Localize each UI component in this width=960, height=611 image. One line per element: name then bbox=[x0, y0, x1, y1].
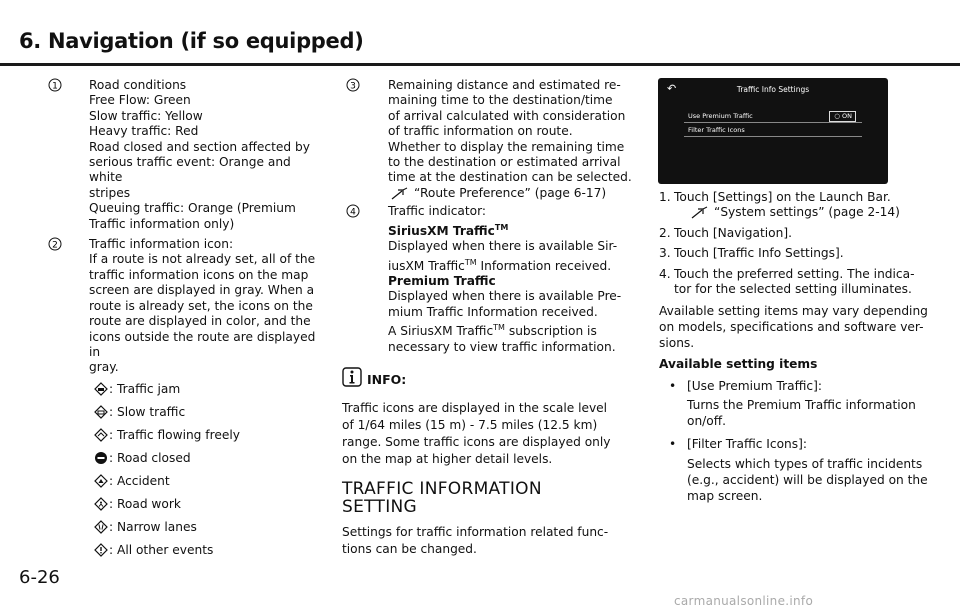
callout-2-icon bbox=[48, 237, 62, 251]
bullet-use-premium-traffic bbox=[659, 379, 944, 394]
road-closed-icon bbox=[94, 451, 108, 465]
item-line: necessary to view traffic information. bbox=[388, 339, 616, 354]
text-part: Information received. bbox=[476, 258, 612, 273]
item-line: Whether to display the remaining time bbox=[388, 139, 625, 154]
screen-title: Traffic Info Settings bbox=[736, 85, 810, 94]
text-line: range. Some traffic icons are displayed only bbox=[342, 434, 611, 449]
info-note bbox=[342, 367, 632, 391]
item-line: Remaining distance and estimated re- bbox=[388, 78, 621, 92]
item-line: gray. bbox=[89, 360, 119, 375]
list-item bbox=[94, 424, 328, 447]
reference-arrow-icon bbox=[690, 206, 710, 220]
item-line: icons outside the route are displayed in bbox=[89, 329, 316, 359]
bullet-description bbox=[659, 456, 944, 504]
section-heading bbox=[342, 480, 632, 516]
icon-label: : Road work bbox=[109, 496, 181, 511]
step-text: Touch [Settings] on the Launch Bar. bbox=[674, 190, 891, 204]
item-line: Road conditions bbox=[89, 78, 187, 92]
icon-label: : Slow traffic bbox=[109, 404, 186, 419]
item-line: Heavy traffic: Red bbox=[89, 124, 199, 139]
reference-text[interactable]: “System settings” (page 2-14) bbox=[714, 205, 900, 220]
service-name: SiriusXM Traffic bbox=[388, 223, 495, 238]
item-traffic-indicator bbox=[342, 204, 632, 355]
text-line: of 1/64 miles (15 m) - 7.5 miles (12.5 km) bbox=[342, 417, 598, 432]
text-line: (e.g., accident) will be displayed on the bbox=[687, 472, 928, 487]
text-line: sions. bbox=[659, 336, 695, 351]
bullet-title: [Filter Traffic Icons]: bbox=[687, 437, 807, 452]
bullet-icon: • bbox=[669, 378, 677, 393]
item-line: of arrival calculated with consideration bbox=[388, 108, 626, 123]
list-item bbox=[94, 378, 328, 401]
info-label: INFO: bbox=[367, 371, 407, 387]
item-line bbox=[388, 320, 632, 339]
header-rule bbox=[0, 63, 960, 66]
cross-reference[interactable] bbox=[674, 205, 944, 220]
info-paragraph bbox=[342, 400, 632, 468]
step-3 bbox=[659, 246, 944, 261]
right-column bbox=[659, 190, 944, 504]
item-remaining-distance bbox=[342, 78, 632, 201]
item-line: Traffic information only) bbox=[89, 216, 235, 231]
text-line: Selects which types of traffic incidents bbox=[687, 456, 923, 471]
watermark: carmanualsonline.info bbox=[674, 594, 814, 608]
item-line: traffic information icons on the map bbox=[89, 267, 309, 282]
item-traffic-icon bbox=[0, 237, 328, 562]
cross-reference[interactable] bbox=[388, 186, 632, 201]
row-label: Use Premium Traffic bbox=[688, 112, 753, 120]
heading-line: TRAFFIC INFORMATION bbox=[342, 478, 542, 499]
traffic-flowing-icon bbox=[94, 428, 108, 442]
list-item bbox=[94, 493, 328, 516]
reference-text[interactable]: “Route Preference” (page 6-17) bbox=[414, 185, 607, 200]
text-part: iusXM Traffic bbox=[388, 258, 465, 273]
list-item bbox=[94, 447, 328, 470]
icon-label: : Narrow lanes bbox=[109, 519, 197, 534]
use-premium-traffic-row bbox=[684, 109, 862, 123]
item-line: route is already set, the icons on the bbox=[89, 298, 313, 313]
item-line: If a route is not already set, all of the bbox=[89, 252, 316, 267]
item-line: to the destination or estimated arrival bbox=[388, 155, 621, 170]
svg-text:3: 3 bbox=[350, 81, 356, 92]
item-line: Premium Traffic bbox=[388, 274, 496, 288]
list-item bbox=[94, 516, 328, 539]
bullet-icon: • bbox=[669, 437, 677, 452]
item-line: Displayed when there is available Sir- bbox=[388, 239, 618, 254]
filter-traffic-icons-row bbox=[684, 123, 862, 137]
item-line: serious traffic event: Orange and white bbox=[89, 155, 291, 185]
text-line: on/off. bbox=[687, 414, 727, 429]
other-events-icon bbox=[94, 543, 108, 557]
trademark: TM bbox=[493, 323, 505, 333]
svg-text:4: 4 bbox=[350, 207, 356, 218]
item-line: stripes bbox=[89, 185, 131, 200]
icon-label: : Accident bbox=[109, 473, 170, 488]
list-item bbox=[94, 401, 328, 424]
text-line: on the map at higher detail levels. bbox=[342, 451, 553, 466]
step-4 bbox=[659, 267, 944, 298]
item-line: Traffic indicator: bbox=[388, 204, 487, 219]
item-line: Free Flow: Green bbox=[89, 93, 191, 108]
trademark: TM bbox=[494, 222, 509, 232]
intro-paragraph bbox=[342, 524, 632, 558]
item-line: mium Traffic Information received. bbox=[388, 304, 598, 319]
item-line: maining time to the destination/time bbox=[388, 93, 613, 108]
list-item bbox=[94, 470, 328, 493]
back-arrow-icon: ↶ bbox=[667, 82, 677, 95]
middle-column bbox=[342, 78, 632, 558]
text-line: Traffic icons are displayed in the scale level bbox=[342, 400, 608, 415]
text-line: Settings for traffic information related func- bbox=[342, 524, 609, 539]
text-line: Available setting items may vary depending bbox=[659, 304, 928, 319]
icon-label: : Road closed bbox=[109, 450, 191, 465]
step-number: 3. bbox=[659, 246, 671, 261]
item-line bbox=[388, 255, 632, 274]
item-line: Slow traffic: Yellow bbox=[89, 108, 203, 123]
item-line: screen are displayed in gray. When a bbox=[89, 283, 315, 298]
available-items-heading: Available setting items bbox=[659, 357, 818, 372]
accident-icon bbox=[94, 474, 108, 488]
trademark: TM bbox=[464, 257, 477, 267]
page-title: 6. Navigation (if so equipped) bbox=[19, 29, 364, 53]
callout-1-icon bbox=[48, 78, 62, 92]
callout-3-icon bbox=[346, 78, 360, 92]
step-2 bbox=[659, 226, 944, 241]
icon-label: : All other events bbox=[109, 542, 214, 557]
svg-text:2: 2 bbox=[52, 240, 58, 251]
availability-paragraph bbox=[659, 303, 944, 351]
step-number: 2. bbox=[659, 225, 671, 240]
icon-label: : Traffic jam bbox=[109, 381, 181, 396]
page-number: 6-26 bbox=[19, 567, 60, 588]
item-line: route are displayed in color, and the bbox=[89, 314, 311, 329]
page-header bbox=[0, 0, 960, 66]
item-line: time at the destination can be selected. bbox=[388, 170, 632, 185]
text-line: map screen. bbox=[687, 488, 763, 503]
heading-line: SETTING bbox=[342, 496, 418, 517]
text-part: subscription is bbox=[504, 324, 597, 339]
slow-traffic-icon bbox=[94, 405, 108, 419]
bullet-filter-traffic-icons bbox=[659, 437, 944, 452]
reference-arrow-icon bbox=[390, 187, 410, 201]
list-item bbox=[94, 539, 328, 562]
item-line: Displayed when there is available Pre- bbox=[388, 289, 622, 304]
step-1 bbox=[659, 190, 944, 221]
item-line bbox=[388, 220, 632, 239]
info-icon bbox=[342, 367, 362, 391]
left-column bbox=[43, 78, 328, 562]
step-text: Touch the preferred setting. The indica- bbox=[674, 266, 915, 281]
svg-text:1: 1 bbox=[52, 81, 58, 92]
traffic-icon-list bbox=[89, 378, 328, 562]
item-line: Road closed and section affected by bbox=[89, 139, 310, 154]
row-label: Filter Traffic Icons bbox=[688, 126, 745, 134]
traffic-jam-icon bbox=[94, 382, 108, 396]
text-line: Turns the Premium Traffic information bbox=[687, 398, 916, 413]
step-number: 1. bbox=[659, 190, 671, 204]
step-text: Touch [Traffic Info Settings]. bbox=[674, 246, 844, 261]
settings-screen-image bbox=[658, 78, 888, 184]
icon-label: : Traffic flowing freely bbox=[109, 427, 240, 442]
item-line: of traffic information on route. bbox=[388, 124, 573, 139]
callout-4-icon bbox=[346, 204, 360, 218]
indicator-dot-icon: ○ bbox=[834, 112, 840, 120]
step-text: tor for the selected setting illuminates. bbox=[674, 282, 912, 297]
item-road-conditions bbox=[0, 78, 328, 232]
bullet-description bbox=[659, 397, 944, 429]
bullet-title: [Use Premium Traffic]: bbox=[687, 378, 822, 393]
text-line: tions can be changed. bbox=[342, 541, 477, 556]
road-work-icon bbox=[94, 497, 108, 511]
text-part: A SiriusXM Traffic bbox=[388, 324, 494, 339]
item-line: Traffic information icon: bbox=[89, 237, 234, 252]
step-text: Touch [Navigation]. bbox=[674, 225, 792, 240]
indicator-value: ON bbox=[842, 112, 852, 120]
item-line: Queuing traffic: Orange (Premium bbox=[89, 201, 296, 216]
narrow-lanes-icon bbox=[94, 520, 108, 534]
on-indicator bbox=[829, 111, 856, 122]
text-line: on models, specifications and software ver- bbox=[659, 320, 924, 335]
step-number: 4. bbox=[659, 266, 671, 281]
